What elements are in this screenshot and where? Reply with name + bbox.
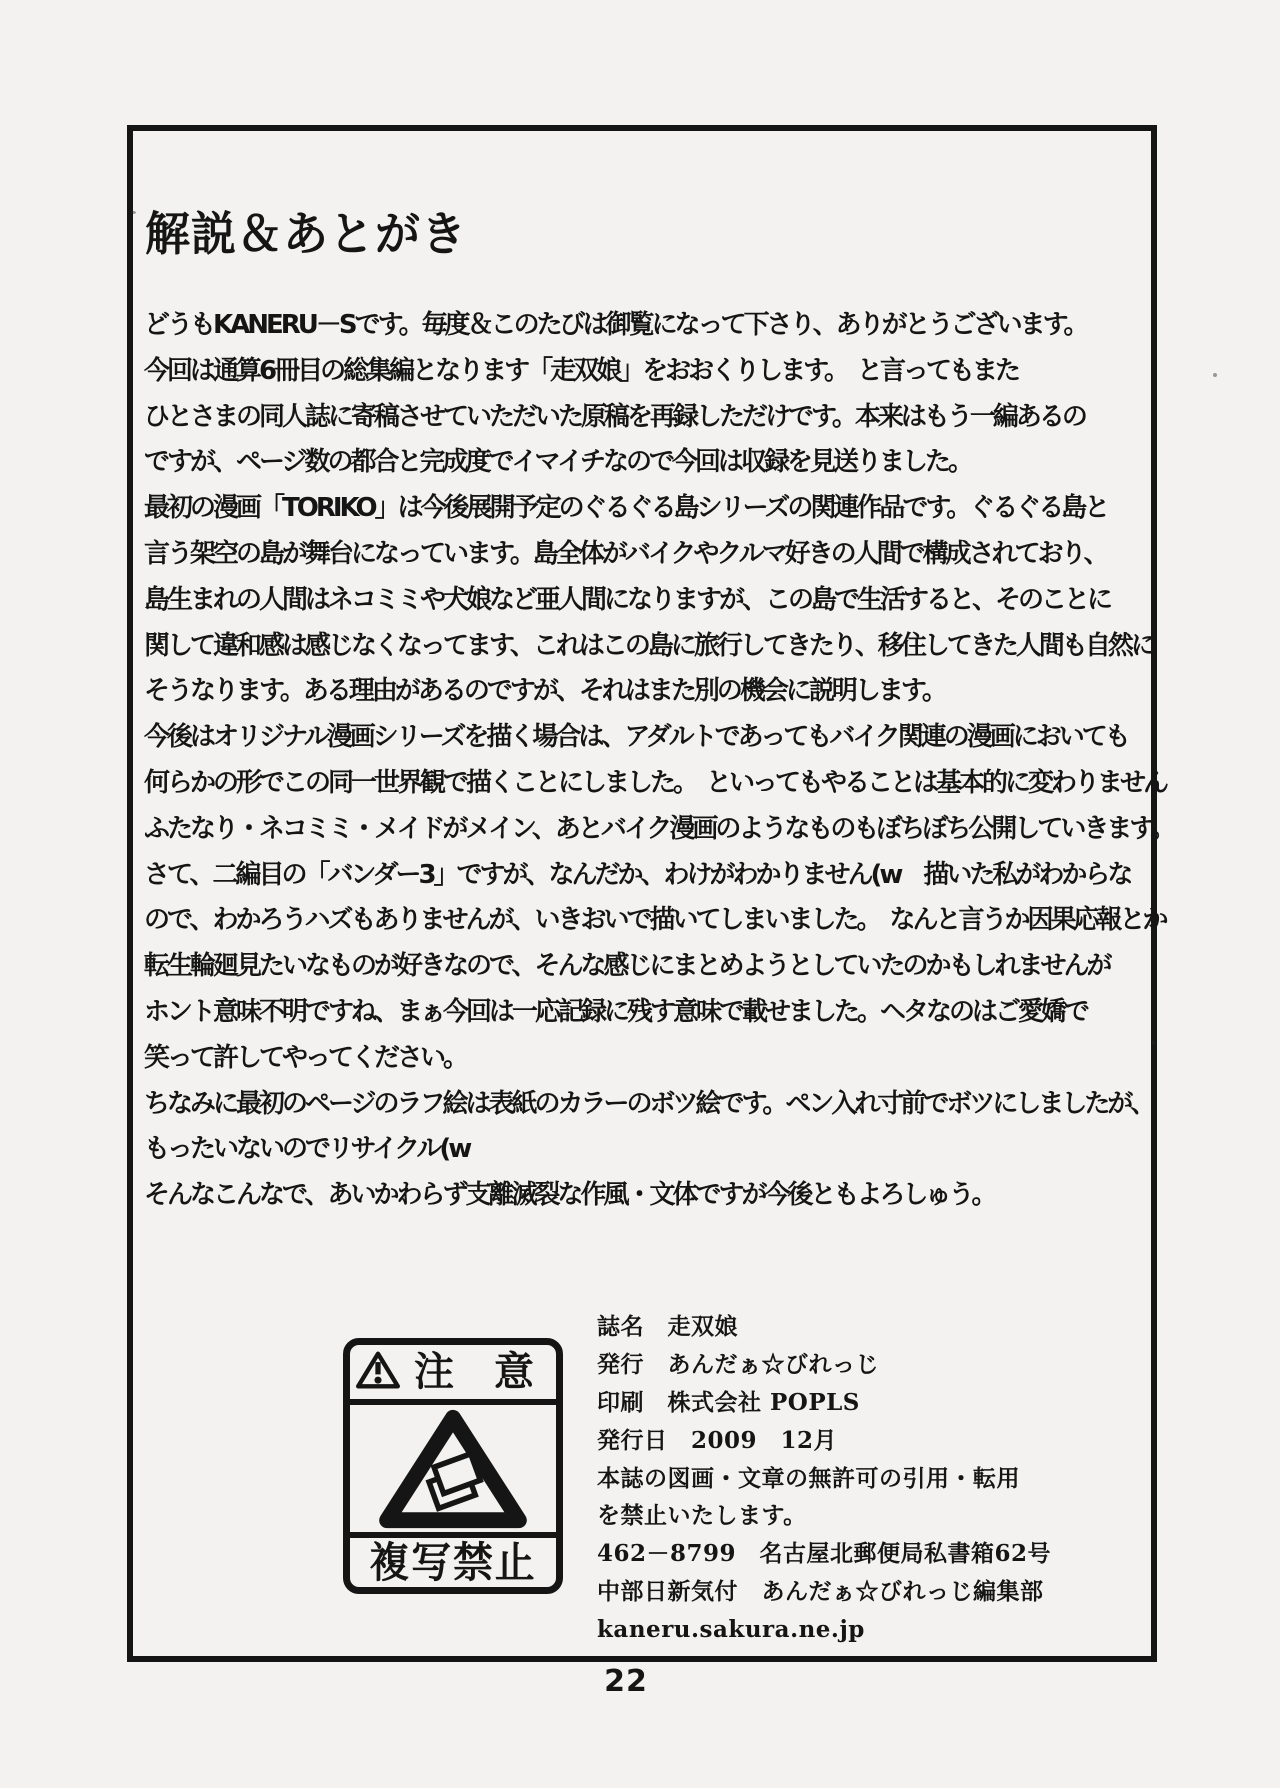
afterword-line: さて、二編目の「バンダー3」ですが、なんだか、わけがわかりません(w 描いた私がわからな <box>144 859 1131 890</box>
colophon-line-pubdate: 発行日 2009 12月 <box>597 1426 838 1454</box>
afterword-line: ですが、ページ数の都合と完成度でイマイチなので今回は収録を見送りました。 <box>144 447 971 478</box>
afterword-body <box>144 303 1174 1219</box>
afterword-line: 転生輪廻見たいなものが好きなので、そんな感じにまとめようとしていたのかもしれませんが <box>144 951 1110 982</box>
afterword-line: ので、わかろうハズもありませんが、いきおいで描いてしまいました。 なんと言うか因果応報とか <box>144 905 1166 936</box>
colophon-line-notice-2: を禁止いたします。 <box>597 1502 807 1530</box>
caution-footer-label: 複写禁止 <box>369 1537 537 1587</box>
afterword-line: ちなみに最初のページのラフ絵は表紙のカラーのボツ絵です。ペン入れ寸前でボツにしましたが、 <box>144 1088 1154 1119</box>
scan-speck <box>1213 373 1217 377</box>
colophon-line-website: kaneru.sakura.ne.jp <box>597 1616 865 1644</box>
warning-triangle-icon <box>356 1350 400 1394</box>
no-copy-caution-stamp <box>343 1338 563 1594</box>
afterword-line: 何らかの形でこの同一世界観で描くことにしました。 といってもやることは基本的に変わりません <box>144 767 1167 798</box>
colophon-line-publisher: 発行 あんだぁ☆びれっじ <box>597 1350 879 1378</box>
afterword-line: ひとさまの同人誌に寄稿させていただいた原稿を再録しただけです。本来はもう一編あるの <box>144 401 1085 432</box>
colophon <box>597 1308 1051 1649</box>
copy-pages-triangle-icon <box>350 1405 556 1532</box>
scan-speck <box>131 211 136 214</box>
colophon-line-address-1: 462－8799 名古屋北郵便局私書箱62号 <box>597 1540 1052 1568</box>
page-number: 22 <box>604 1664 648 1699</box>
afterword-line: ふたなり・ネコミミ・メイドがメイン、あとバイク漫画のようなものもぼちぼち公開していきます。 <box>144 813 1174 844</box>
afterword-line: そんなこんなで、あいかわらず支離滅裂な作風・文体ですが今後ともよろしゅう。 <box>144 1180 995 1211</box>
afterword-line: 関して違和感は感じなくなってます、これはこの島に旅行してきたり、移住してきた人間も自然に <box>144 630 1154 661</box>
afterword-line: 最初の漫画「TORIKO」は今後展開予定のぐるぐる島シリーズの関連作品です。ぐるぐる島と <box>144 493 1108 524</box>
colophon-line-notice-1: 本誌の図画・文章の無許可の引用・転用 <box>597 1464 1020 1492</box>
page-title: 解説＆あとがき <box>145 206 468 262</box>
afterword-line: 今回は通算6冊目の総集編となります「走双娘」をおおくりします。 と言ってもまた <box>144 355 1019 386</box>
scan-speck <box>1152 1040 1155 1045</box>
afterword-line: そうなります。ある理由があるのですが、それはまた別の機会に説明します。 <box>144 676 945 707</box>
afterword-line: 言う架空の島が舞台になっています。島全体がバイクやクルマ好きの人間で構成されており、 <box>144 538 1107 569</box>
afterword-line: 島生まれの人間はネコミミや犬娘など亜人間になりますが、この島で生活すると、そのことに <box>144 584 1111 615</box>
colophon-line-printer: 印刷 株式会社 POPLS <box>597 1388 860 1416</box>
afterword-line: 笑って許してやってください。 <box>144 1042 467 1073</box>
colophon-line-address-2: 中部日新気付 あんだぁ☆びれっじ編集部 <box>597 1578 1044 1606</box>
afterword-line: ホント意味不明ですね、まぁ今回は一応記録に残す意味で載せました。ヘタなのはご愛嬌で <box>144 996 1088 1027</box>
caution-header-label: 注 意 <box>414 1348 534 1395</box>
caution-stamp-header <box>350 1345 556 1405</box>
afterword-line: もったいないのでリサイクル(w <box>144 1134 470 1165</box>
caution-stamp-footer <box>350 1532 556 1587</box>
colophon-line-title: 誌名 走双娘 <box>597 1313 738 1340</box>
afterword-line: 今後はオリジナル漫画シリーズを描く場合は、アダルトであってもバイク関連の漫画においても <box>144 722 1128 753</box>
afterword-line: どうもKANERU－Sです。毎度＆このたびは御覧になって下さり、ありがとうございます。 <box>144 310 1087 340</box>
